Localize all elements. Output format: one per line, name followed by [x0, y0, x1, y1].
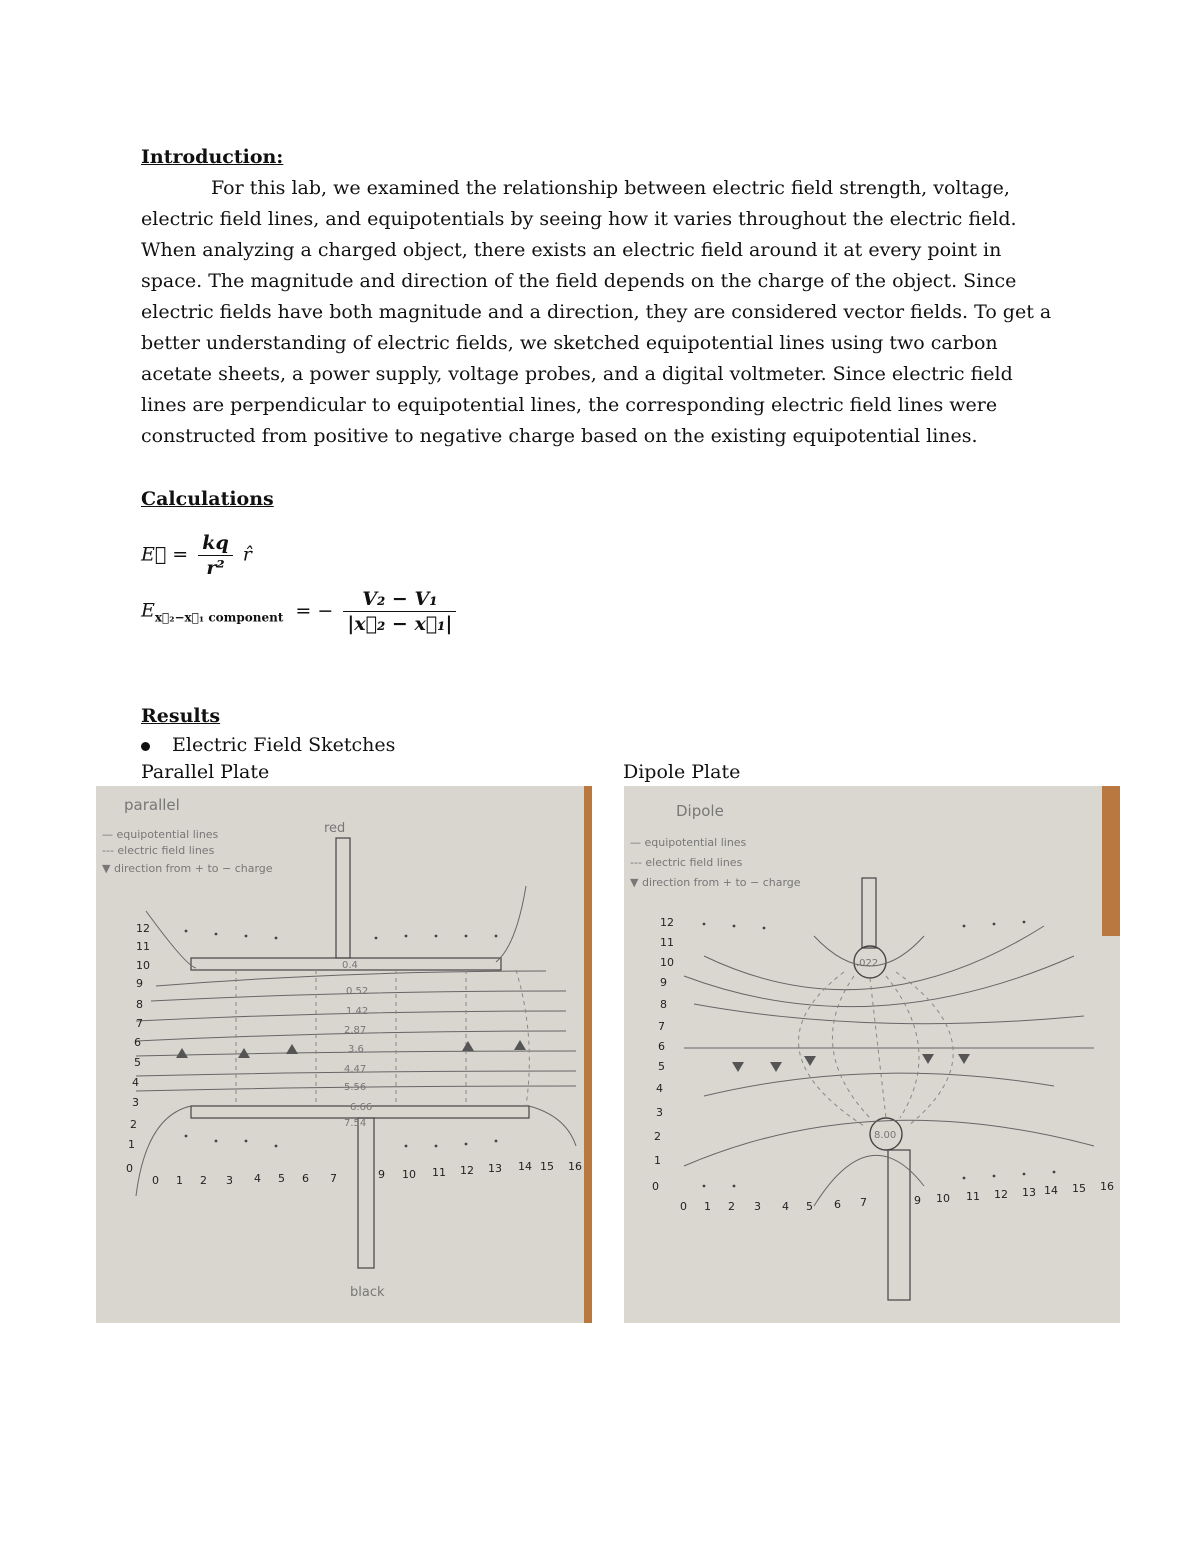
svg-text:3: 3	[656, 1106, 663, 1119]
svg-text:2: 2	[130, 1118, 137, 1131]
svg-text:1: 1	[654, 1154, 661, 1167]
svg-text:10: 10	[402, 1168, 416, 1181]
svg-text:5.56: 5.56	[344, 1082, 367, 1093]
svg-text:6: 6	[658, 1040, 665, 1053]
svg-text:6: 6	[134, 1036, 141, 1049]
parallel-red-label: red	[324, 821, 346, 836]
parallel-legend-2: --- electric field lines	[102, 844, 215, 857]
svg-text:15: 15	[1072, 1182, 1086, 1195]
svg-text:1: 1	[176, 1174, 183, 1187]
svg-text:0: 0	[126, 1162, 133, 1175]
svg-text:15: 15	[540, 1160, 554, 1173]
calculations-heading: Calculations	[141, 488, 274, 510]
parallel-title: parallel	[124, 796, 180, 814]
dipole-caption: Dipole Plate	[623, 761, 741, 783]
svg-text:0: 0	[152, 1174, 159, 1187]
dipole-plate-sketch	[624, 786, 1120, 1323]
svg-text:4: 4	[254, 1172, 261, 1185]
field-component-formula	[141, 588, 460, 635]
svg-text:9: 9	[378, 1168, 385, 1181]
dipole-bottom-value: 8.00	[874, 1130, 897, 1141]
svg-text:0: 0	[652, 1180, 659, 1193]
parallel-caption: Parallel Plate	[141, 761, 270, 783]
svg-text:14: 14	[1044, 1184, 1058, 1197]
svg-text:0.52: 0.52	[346, 986, 369, 997]
svg-text:6.66: 6.66	[350, 1102, 373, 1113]
svg-text:11: 11	[966, 1190, 980, 1203]
svg-text:2: 2	[728, 1200, 735, 1213]
svg-text:1.42: 1.42	[346, 1006, 369, 1017]
svg-text:1: 1	[704, 1200, 711, 1213]
svg-text:11: 11	[432, 1166, 446, 1179]
svg-text:5: 5	[134, 1056, 141, 1069]
formula2-equals: = −	[295, 599, 334, 622]
formula1-fraction	[198, 532, 232, 579]
svg-text:7: 7	[136, 1017, 143, 1030]
svg-text:8: 8	[136, 998, 143, 1011]
svg-text:3: 3	[132, 1096, 139, 1109]
svg-text:10: 10	[136, 959, 150, 972]
svg-text:4: 4	[132, 1076, 139, 1089]
results-heading: Results	[141, 705, 221, 727]
svg-text:4: 4	[656, 1082, 663, 1095]
formula1-lhs: E⃗ =	[141, 543, 189, 566]
svg-text:6: 6	[834, 1198, 841, 1211]
svg-text:9: 9	[914, 1194, 921, 1207]
svg-text:10: 10	[936, 1192, 950, 1205]
dipole-legend-1: — equipotential lines	[630, 836, 747, 849]
dipole-title: Dipole	[676, 802, 724, 820]
svg-text:7: 7	[330, 1172, 337, 1185]
formula2-lhs: E	[141, 599, 155, 622]
svg-text:9: 9	[136, 977, 143, 990]
formula2-subscript: x⃗₂−x⃗₁ component	[154, 610, 284, 625]
svg-text:3: 3	[226, 1174, 233, 1187]
svg-text:0.4: 0.4	[342, 960, 358, 971]
svg-text:16: 16	[1100, 1180, 1114, 1193]
parallel-legend-1: — equipotential lines	[102, 828, 219, 841]
svg-text:9: 9	[660, 976, 667, 989]
formula2-fraction	[343, 588, 456, 635]
svg-text:7: 7	[658, 1020, 665, 1033]
svg-text:8: 8	[660, 998, 667, 1011]
dipole-legend-2: --- electric field lines	[630, 856, 743, 869]
introduction-heading: Introduction:	[141, 146, 284, 168]
formula1-denominator: r²	[206, 557, 225, 579]
dipole-legend-3: ▼ direction from + to − charge	[630, 876, 801, 889]
svg-text:13: 13	[1022, 1186, 1036, 1199]
parallel-plate-sketch	[96, 786, 592, 1323]
parallel-plate-photo	[96, 786, 592, 1323]
svg-text:4.47: 4.47	[344, 1064, 367, 1075]
svg-text:1: 1	[128, 1138, 135, 1151]
dipole-top-value: .022	[856, 958, 879, 969]
introduction-paragraph: For this lab, we examined the relationship between electric field strength, voltage, electric field lines, and equipotentials by seeing how it varies throughout the electric field. When analyzing a charged object, there exists an electric field around it at every point in space. The magnitude and direction of the field depends on the charge of the object. Since electric fields have both magnitude and a direction, they are considered vector fields. To get a better understanding of electric fields, we sketched equipotential lines using two carbon acetate sheets, a power supply, voltage probes, and a digital voltmeter. Since electric field lines are perpendicular to equipotential lines, the corresponding electric field lines were constructed from positive to negative charge based on the existing equipotential lines.	[141, 177, 1052, 447]
svg-text:2.87: 2.87	[344, 1025, 367, 1036]
bullet-text: Electric Field Sketches	[172, 734, 396, 756]
svg-text:0: 0	[680, 1200, 687, 1213]
svg-text:7: 7	[860, 1196, 867, 1209]
coulomb-formula	[141, 532, 252, 579]
formula1-numerator: kq	[198, 532, 232, 556]
svg-text:12: 12	[460, 1164, 474, 1177]
parallel-black-label: black	[350, 1285, 385, 1300]
svg-text:16: 16	[568, 1160, 582, 1173]
formula1-unit-vector: r̂	[242, 543, 252, 566]
svg-text:4: 4	[782, 1200, 789, 1213]
svg-text:11: 11	[660, 936, 674, 949]
svg-text:5: 5	[806, 1200, 813, 1213]
svg-text:3: 3	[754, 1200, 761, 1213]
svg-text:12: 12	[136, 922, 150, 935]
svg-text:11: 11	[136, 940, 150, 953]
formula2-denominator: |x⃗₂ − x⃗₁|	[347, 613, 453, 635]
svg-text:12: 12	[994, 1188, 1008, 1201]
formula2-numerator: V₂ − V₁	[343, 588, 456, 612]
bullet-icon	[141, 742, 150, 751]
svg-text:2: 2	[200, 1174, 207, 1187]
svg-text:6: 6	[302, 1172, 309, 1185]
svg-text:5: 5	[658, 1060, 665, 1073]
svg-text:5: 5	[278, 1172, 285, 1185]
results-bullet	[141, 733, 395, 757]
svg-text:10: 10	[660, 956, 674, 969]
parallel-legend-3: ▼ direction from + to − charge	[102, 862, 273, 875]
dipole-plate-photo	[624, 786, 1120, 1323]
svg-text:14: 14	[518, 1160, 532, 1173]
svg-text:3.6: 3.6	[348, 1044, 364, 1055]
svg-text:12: 12	[660, 916, 674, 929]
svg-text:7.54: 7.54	[344, 1118, 367, 1129]
svg-text:2: 2	[654, 1130, 661, 1143]
svg-text:13: 13	[488, 1162, 502, 1175]
